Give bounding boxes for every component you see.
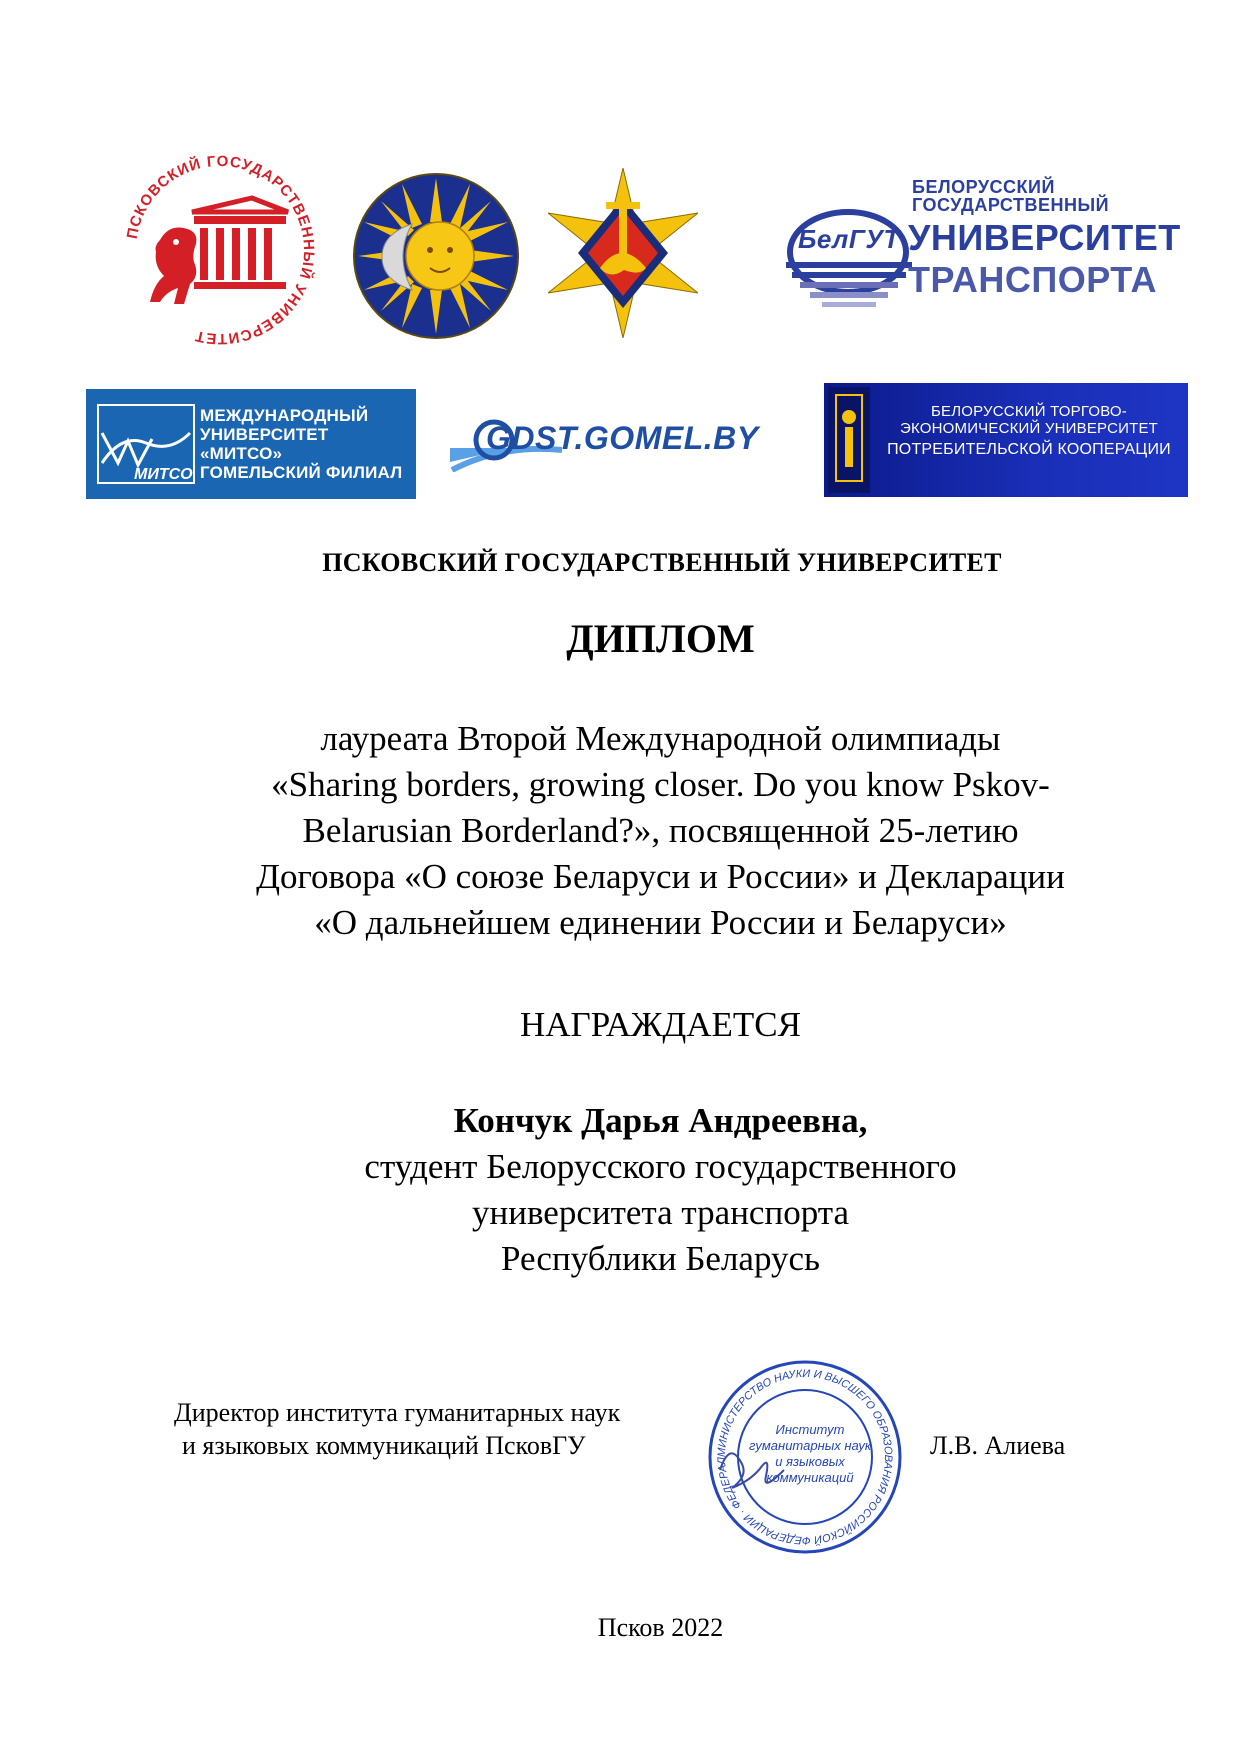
description-line: лауреата Второй Международной олимпиады <box>320 719 1001 758</box>
position-line: Директор института гуманитарных наук <box>174 1398 621 1427</box>
official-stamp <box>706 1358 904 1556</box>
sun-moon-emblem-logo <box>352 172 520 340</box>
mitso-line2: УНИВЕРСИТЕТ <box>200 425 329 444</box>
pskov-university-logo <box>120 150 320 350</box>
gdst-domain-text: GDST.GOMEL.BY <box>486 420 759 456</box>
recipient-line: студент Белорусского государственного <box>364 1147 957 1186</box>
position-line: и языковых коммуникаций ПсковГУ <box>182 1431 586 1460</box>
belgut-line4: ТРАНСПОРТА <box>908 259 1157 300</box>
stamp-center-line: коммуникаций <box>766 1470 854 1485</box>
stamp-center-line: и языковых <box>775 1454 845 1469</box>
description-line: Договора «О союзе Беларуси и России» и Декларации <box>256 857 1065 896</box>
bteu-line2: ПОТРЕБИТЕЛЬСКОЙ КООПЕРАЦИИ <box>887 441 1171 458</box>
recipient-line: университета транспорта <box>472 1193 849 1232</box>
belgut-line3: УНИВЕРСИТЕТ <box>908 217 1181 258</box>
belgut-line1: БЕЛОРУССКИЙ <box>912 177 1055 197</box>
stamp-center-line: гуманитарных наук <box>748 1438 872 1453</box>
description-line: «Sharing borders, growing closer. Do you know Pskov- <box>271 765 1050 804</box>
pskov-seal-ring-text: ПСКОВСКИЙ ГОСУДАРСТВЕННЫЙ УНИВЕРСИТЕТ <box>123 152 318 348</box>
mitso-line1: МЕЖДУНАРОДНЫЙ <box>200 406 369 425</box>
mitso-line4: ГОМЕЛЬСКИЙ ФИЛИАЛ <box>200 463 403 482</box>
stamp-ring-text: МИНИСТЕРСТВО НАУКИ И ВЫСШЕГО ОБРАЗОВАНИЯ РОССИЙСКОЙ ФЕДЕРАЦИИ · ФЕДЕРАЛ <box>715 1367 895 1547</box>
mitso-badge: МИТСО <box>134 466 193 483</box>
university-heading: ПСКОВСКИЙ ГОСУДАРСТВЕННЫЙ УНИВЕРСИТЕТ <box>322 548 1002 577</box>
mitso-logo <box>86 389 416 499</box>
belgut-logo <box>786 172 1181 322</box>
description-line: «О дальнейшем единении России и Беларуси» <box>314 903 1007 942</box>
star-emblem-logo <box>548 168 698 338</box>
belgut-line2: ГОСУДАРСТВЕННЫЙ <box>912 195 1110 215</box>
signatory-position <box>174 1396 694 1462</box>
recipient-block <box>40 1098 1241 1282</box>
bteu-line1: БЕЛОРУССКИЙ ТОРГОВО-ЭКОНОМИЧЕСКИЙ УНИВЕРСИТЕТ <box>899 403 1159 437</box>
belgut-badge: БелГУТ <box>798 224 900 254</box>
signer-name: Л.В. Алиева <box>930 1431 1066 1460</box>
place-and-year: Псков 2022 <box>597 1613 724 1642</box>
stamp-center-line: Институт <box>775 1422 845 1437</box>
recipient-line: Республики Беларусь <box>501 1239 820 1278</box>
diploma-title: ДИПЛОМ <box>566 616 755 661</box>
mitso-line3: «МИТСО» <box>200 444 283 463</box>
description-line: Belarusian Borderland?», посвященной 25-летию <box>302 811 1019 850</box>
bteu-logo <box>824 383 1188 497</box>
recipient-name: Кончук Дарья Андреевна, <box>453 1101 868 1140</box>
diploma-description <box>40 716 1241 946</box>
gdst-logo <box>450 410 780 472</box>
awarded-label: НАГРАЖДАЕТСЯ <box>519 1005 801 1044</box>
